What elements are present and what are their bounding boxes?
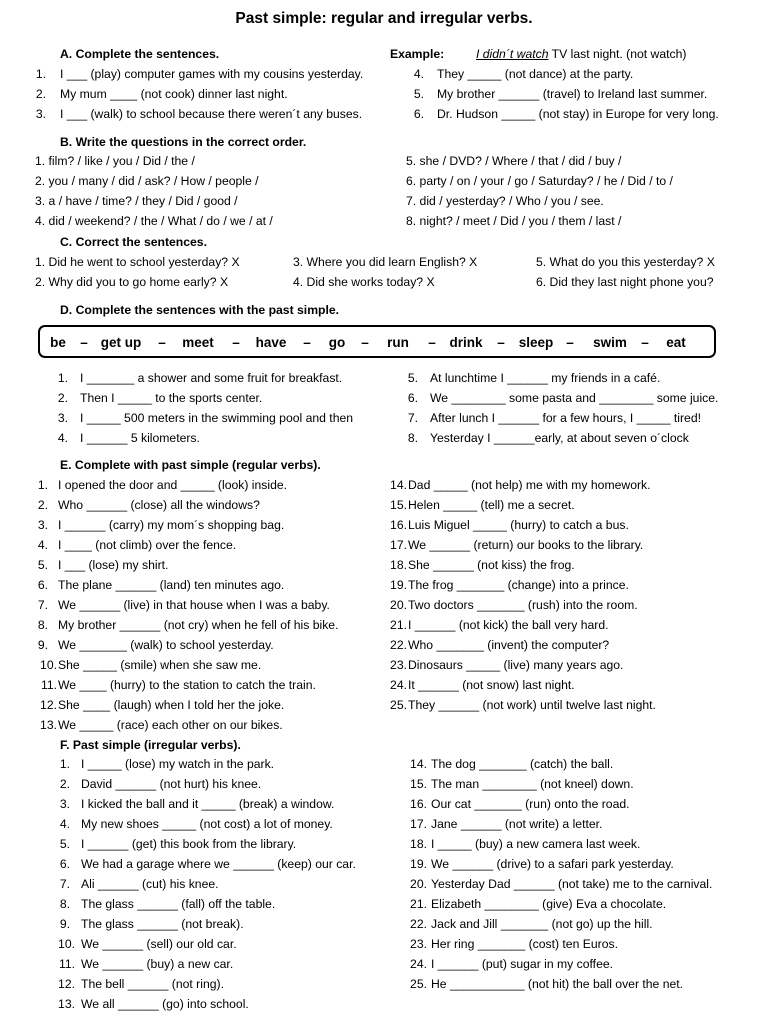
word-separator: – — [428, 335, 436, 350]
a-item-number: 5. — [413, 87, 424, 101]
d-item-number: 2. — [57, 391, 68, 405]
b-item: 8. night? / meet / Did / you / them / last / — [406, 214, 622, 228]
word-separator: – — [80, 335, 88, 350]
f-item: We ______ (sell) our old car. — [81, 937, 237, 951]
b-item: 2. you / many / did / ask? / How / people / — [35, 174, 259, 188]
f-item-number: 23. — [410, 937, 427, 951]
e-item: The frog _______ (change) into a prince. — [408, 578, 629, 592]
word-drink: drink — [449, 335, 483, 350]
f-item-number: 2. — [59, 777, 70, 791]
f-item-number: 7. — [59, 877, 70, 891]
c-item: 6. Did they last night phone you? — [536, 275, 714, 289]
f-item-number: 8. — [59, 897, 70, 911]
f-item: We ______ (buy) a new car. — [81, 957, 234, 971]
f-item: I kicked the ball and it _____ (break) a window. — [81, 797, 335, 811]
f-item-number: 16. — [410, 797, 427, 811]
word-meet: meet — [182, 335, 214, 350]
b-item: 6. party / on / your / go / Saturday? / he / Did / to / — [406, 174, 673, 188]
f-item: Jack and Jill _______ (not go) up the hill. — [431, 917, 653, 931]
word-go: go — [328, 335, 346, 350]
e-item: We _____ (race) each other on our bikes. — [58, 718, 283, 732]
word-run: run — [387, 335, 409, 350]
f-item: David ______ (not hurt) his knee. — [81, 777, 262, 791]
f-item-number: 15. — [410, 777, 427, 791]
f-item: I _____ (buy) a new camera last week. — [431, 837, 641, 851]
d-item: We ________ some pasta and ________ some juice. — [430, 391, 719, 405]
e-item-number: 1. — [37, 478, 48, 492]
f-item: Her ring _______ (cost) ten Euros. — [431, 937, 618, 951]
b-item: 3. a / have / time? / they / Did / good / — [35, 194, 238, 208]
a-item: Dr. Hudson _____ (not stay) in Europe for very long. — [437, 107, 719, 121]
d-item: At lunchtime I ______ my friends in a café. — [430, 371, 661, 385]
word-separator: – — [158, 335, 166, 350]
a-item-number: 6. — [413, 107, 424, 121]
f-item-number: 19. — [410, 857, 427, 871]
e-item-number: 14. — [390, 478, 407, 492]
e-item-number: 16. — [390, 518, 407, 532]
section-f-heading: F. Past simple (irregular verbs). — [60, 738, 241, 752]
e-item: We ______ (live) in that house when I was a baby. — [58, 598, 330, 612]
word-sleep: sleep — [518, 335, 554, 350]
a-item: I ___ (play) computer games with my cousins yesterday. — [60, 67, 364, 81]
a-item: I ___ (walk) to school because there weren´t any buses. — [60, 107, 363, 121]
f-item: We all ______ (go) into school. — [81, 997, 249, 1011]
f-item-number: 20. — [410, 877, 427, 891]
f-item: My new shoes _____ (not cost) a lot of money. — [81, 817, 333, 831]
e-item-number: 22. — [390, 638, 407, 652]
word-get-up: get up — [100, 335, 142, 350]
e-item-number: 20. — [390, 598, 407, 612]
d-item-number: 8. — [407, 431, 418, 445]
f-item-number: 9. — [59, 917, 70, 931]
d-item: I ______ 5 kilometers. — [80, 431, 200, 445]
e-item: Who ______ (close) all the windows? — [58, 498, 260, 512]
f-item-number: 3. — [59, 797, 70, 811]
section-e-heading: E. Complete with past simple (regular verbs). — [60, 458, 321, 472]
e-item: Who _______ (invent) the computer? — [408, 638, 610, 652]
e-item: We ____ (hurry) to the station to catch the train. — [58, 678, 316, 692]
word-separator: – — [232, 335, 240, 350]
f-item: The glass ______ (not break). — [81, 917, 244, 931]
word-box — [38, 325, 716, 358]
page-title: Past simple: regular and irregular verbs. — [235, 10, 533, 27]
f-item-number: 1. — [59, 757, 70, 771]
word-separator: – — [361, 335, 369, 350]
f-item-number: 13. — [58, 997, 75, 1011]
b-item: 1. film? / like / you / Did / the / — [35, 154, 195, 168]
a-item-number: 2. — [35, 87, 46, 101]
a-item: They _____ (not dance) at the party. — [437, 67, 634, 81]
e-item: Luis Miguel _____ (hurry) to catch a bus. — [408, 518, 629, 532]
f-item: The man ________ (not kneel) down. — [431, 777, 634, 791]
e-item-number: 5. — [37, 558, 48, 572]
e-item-number: 3. — [37, 518, 48, 532]
c-item: 1. Did he went to school yesterday? X — [35, 255, 240, 269]
f-item-number: 22. — [410, 917, 427, 931]
word-separator: – — [303, 335, 311, 350]
word-separator: – — [566, 335, 574, 350]
e-item: The plane ______ (land) ten minutes ago. — [58, 578, 285, 592]
f-item: Jane ______ (not write) a letter. — [431, 817, 603, 831]
e-item: She _____ (smile) when she saw me. — [58, 658, 262, 672]
a-item-number: 3. — [35, 107, 46, 121]
f-item-number: 21. — [410, 897, 427, 911]
example-rest: TV last night. (not watch) — [548, 47, 687, 61]
a-item: My mum ____ (not cook) dinner last night. — [60, 87, 288, 101]
f-item-number: 12. — [58, 977, 75, 991]
d-item: Then I _____ to the sports center. — [80, 391, 263, 405]
a-item-number: 1. — [35, 67, 46, 81]
d-item: I _____ 500 meters in the swimming pool and then — [80, 411, 354, 425]
e-item-number: 21. — [390, 618, 407, 632]
section-d-heading: D. Complete the sentences with the past simple. — [60, 303, 340, 317]
e-item: She ______ (not kiss) the frog. — [408, 558, 575, 572]
word-eat: eat — [666, 335, 686, 350]
f-item: The bell ______ (not ring). — [81, 977, 224, 991]
word-swim: swim — [593, 335, 627, 350]
f-item: Yesterday Dad ______ (not take) me to the carnival. — [431, 877, 713, 891]
f-item-number: 4. — [59, 817, 70, 831]
d-item-number: 1. — [57, 371, 68, 385]
e-item-number: 11. — [40, 678, 57, 692]
f-item: The dog _______ (catch) the ball. — [431, 757, 614, 771]
f-item-number: 11. — [58, 957, 75, 971]
b-item: 5. she / DVD? / Where / that / did / buy / — [406, 154, 622, 168]
section-a-heading: A. Complete the sentences. — [60, 47, 220, 61]
f-item-number: 17. — [410, 817, 427, 831]
e-item-number: 17. — [390, 538, 407, 552]
d-item: I _______ a shower and some fruit for breakfast. — [80, 371, 343, 385]
d-item: Yesterday I ______early, at about seven o´clock — [430, 431, 689, 445]
f-item-number: 6. — [59, 857, 70, 871]
f-item-number: 10. — [58, 937, 75, 951]
word-separator: – — [497, 335, 505, 350]
e-item-number: 25. — [390, 698, 407, 712]
c-item: 4. Did she works today? X — [293, 275, 435, 289]
c-item: 2. Why did you to go home early? X — [35, 275, 229, 289]
a-item: My brother ______ (travel) to Ireland last summer. — [437, 87, 708, 101]
b-item: 4. did / weekend? / the / What / do / we / at / — [35, 214, 273, 228]
f-item: Elizabeth ________ (give) Eva a chocolate. — [431, 897, 667, 911]
e-item-number: 24. — [390, 678, 407, 692]
e-item-number: 12. — [40, 698, 57, 712]
f-item: The glass ______ (fall) off the table. — [81, 897, 276, 911]
a-item-number: 4. — [413, 67, 424, 81]
e-item: I ___ (lose) my shirt. — [58, 558, 169, 572]
f-item: Ali ______ (cut) his knee. — [81, 877, 219, 891]
example-sentence — [476, 48, 686, 60]
e-item: She ____ (laugh) when I told her the joke. — [58, 698, 285, 712]
section-c-heading: C. Correct the sentences. — [60, 235, 207, 249]
e-item: Dinosaurs _____ (live) many years ago. — [408, 658, 624, 672]
e-item: Two doctors _______ (rush) into the room. — [408, 598, 638, 612]
d-item-number: 6. — [407, 391, 418, 405]
d-item-number: 7. — [407, 411, 418, 425]
e-item: It ______ (not snow) last night. — [408, 678, 575, 692]
f-item: I ______ (put) sugar in my coffee. — [431, 957, 614, 971]
e-item-number: 10. — [40, 658, 57, 672]
word-separator: – — [641, 335, 649, 350]
c-item: 5. What do you this yesterday? X — [536, 255, 715, 269]
b-item: 7. did / yesterday? / Who / you / see. — [406, 194, 604, 208]
e-item-number: 4. — [37, 538, 48, 552]
word-have: have — [255, 335, 287, 350]
e-item: I ______ (not kick) the ball very hard. — [408, 618, 609, 632]
e-item: We ______ (return) our books to the library. — [408, 538, 644, 552]
e-item-number: 9. — [37, 638, 48, 652]
e-item: My brother ______ (not cry) when he fell of his bike. — [58, 618, 339, 632]
d-item-number: 5. — [407, 371, 418, 385]
section-b-heading: B. Write the questions in the correct order. — [60, 135, 307, 149]
e-item: I opened the door and _____ (look) inside. — [58, 478, 288, 492]
f-item: We had a garage where we ______ (keep) our car. — [81, 857, 356, 871]
word-be: be — [50, 335, 66, 350]
e-item: Helen _____ (tell) me a secret. — [408, 498, 575, 512]
e-item: They ______ (not work) until twelve last night. — [408, 698, 656, 712]
e-item-number: 19. — [390, 578, 407, 592]
e-item-number: 18. — [390, 558, 407, 572]
f-item: I ______ (get) this book from the library. — [81, 837, 297, 851]
e-item-number: 2. — [37, 498, 48, 512]
f-item-number: 18. — [410, 837, 427, 851]
example-label: Example: — [390, 47, 445, 61]
f-item-number: 25. — [410, 977, 427, 991]
f-item-number: 14. — [410, 757, 427, 771]
f-item-number: 24. — [410, 957, 427, 971]
f-item: Our cat _______ (run) onto the road. — [431, 797, 630, 811]
e-item: Dad _____ (not help) me with my homework. — [408, 478, 651, 492]
c-item: 3. Where you did learn English? X — [293, 255, 478, 269]
example-underlined: I didn´t watch — [476, 47, 549, 61]
e-item-number: 15. — [390, 498, 407, 512]
f-item: I _____ (lose) my watch in the park. — [81, 757, 275, 771]
e-item: We _______ (walk) to school yesterday. — [58, 638, 274, 652]
d-item-number: 4. — [57, 431, 68, 445]
f-item-number: 5. — [59, 837, 70, 851]
e-item-number: 13. — [40, 718, 57, 732]
e-item-number: 23. — [390, 658, 407, 672]
d-item-number: 3. — [57, 411, 68, 425]
e-item: I ______ (carry) my mom´s shopping bag. — [58, 518, 285, 532]
e-item-number: 6. — [37, 578, 48, 592]
e-item-number: 8. — [37, 618, 48, 632]
d-item: After lunch I ______ for a few hours, I _____ tired! — [430, 411, 701, 425]
e-item: I ____ (not climb) over the fence. — [58, 538, 237, 552]
e-item-number: 7. — [37, 598, 48, 612]
f-item: We ______ (drive) to a safari park yesterday. — [431, 857, 674, 871]
f-item: He ___________ (not hit) the ball over the net. — [431, 977, 684, 991]
